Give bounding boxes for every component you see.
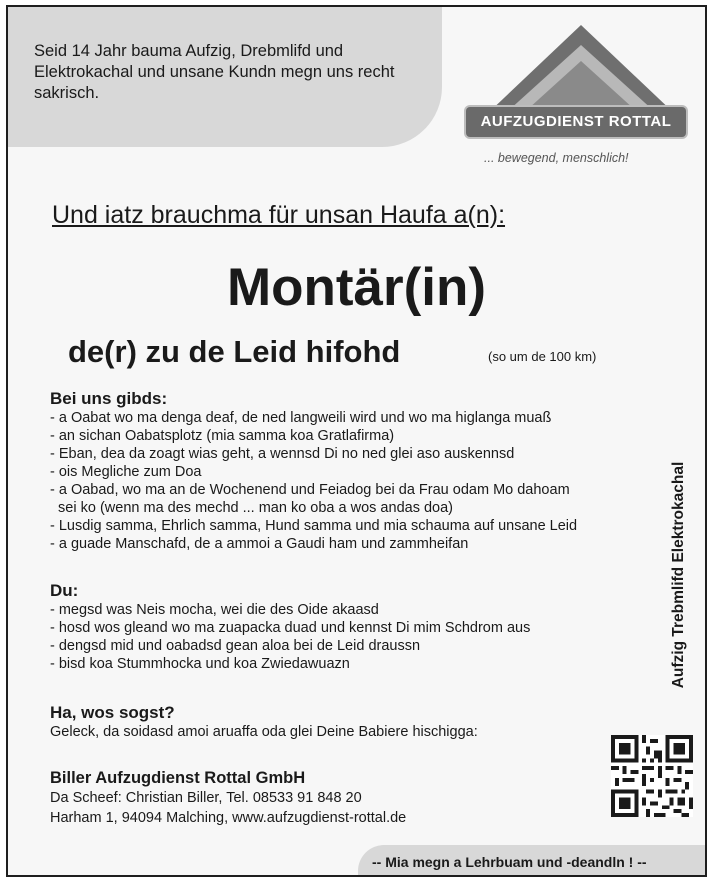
company-name: Biller Aufzugdienst Rottal GmbH bbox=[50, 769, 306, 787]
logo-name: AUFZUGDIENST ROTTAL bbox=[466, 107, 686, 137]
job-title: Montär(in) bbox=[226, 258, 487, 317]
footer-text: -- Mia megn a Lehrbuam und -deandln ! -- bbox=[372, 854, 647, 870]
you-title: Du: bbox=[50, 581, 79, 600]
list-item: - bisd koa Stummhocka und koa Zwiedawuazn bbox=[50, 656, 350, 672]
intro-text: Seid 14 Jahr bauma Aufzig, Drebmlifd und Elektrokachal und unsane Kundn megn uns recht sakrisch. bbox=[34, 42, 395, 102]
list-item: - a Oabad, wo ma an de Wochenend und Feiadog bei da Frau odam Mo dahoam bbox=[50, 482, 570, 498]
footer-bar bbox=[358, 845, 707, 877]
list-item: - Lusdig samma, Ehrlich samma, Hund samma und mia schauma auf unsane Leid bbox=[50, 518, 578, 534]
qr-code-icon[interactable] bbox=[611, 735, 693, 817]
job-subtitle: de(r) zu de Leid hifohd bbox=[68, 334, 401, 369]
list-item: - dengsd mid und oabadsd gean aloa bei de Leid draussn bbox=[50, 638, 421, 654]
cta-title: Ha, wos sogst? bbox=[50, 703, 175, 722]
job-ad bbox=[6, 5, 707, 877]
list-item: - a guade Manschafd, de a ammoi a Gaudi ham und zammheifan bbox=[50, 536, 469, 552]
offer-title: Bei uns gibds: bbox=[50, 389, 168, 408]
list-item: - an sichan Oabatsplotz (mia samma koa Gratlafirma) bbox=[50, 428, 395, 444]
list-item: - megsd was Neis mocha, wei die des Oide akaasd bbox=[50, 602, 379, 618]
list-item: - a Oabat wo ma denga deaf, de ned langweili wird und wo ma higlanga muaß bbox=[50, 410, 552, 426]
list-item: - ois Megliche zum Doa bbox=[50, 464, 202, 480]
logo-slogan: ... bewegend, menschlich! bbox=[484, 151, 629, 165]
contact-boss: Da Scheef: Christian Biller, Tel. 08533 91 848 20 bbox=[50, 790, 362, 806]
list-item: - Eban, dea da zoagt wias geht, a wennsd Di no ned glei aso auskennsd bbox=[50, 446, 515, 462]
job-subtitle-note: (so um de 100 km) bbox=[488, 349, 597, 364]
headline: Und iatz brauchma für unsan Haufa a(n): bbox=[52, 201, 506, 229]
logo-triangle-icon bbox=[456, 21, 702, 121]
offer-list bbox=[50, 409, 577, 553]
company-logo bbox=[456, 21, 702, 171]
intro-box bbox=[8, 7, 442, 147]
list-item: - hosd wos gleand wo ma zuapacka duad und kennst Di mim Schdrom aus bbox=[50, 620, 531, 636]
contact-address: Harham 1, 94094 Malching, www.aufzugdienst-rottal.de bbox=[50, 810, 407, 826]
cta-text: Geleck, da soidasd amoi aruaffa oda glei Deine Babiere hischigga: bbox=[50, 724, 478, 740]
vertical-tagline: Aufzig Trebmlifd Elektrokachal bbox=[670, 461, 687, 689]
you-list bbox=[50, 601, 530, 673]
list-item: sei ko (wenn ma des mechd ... man ko oba a wos andas doa) bbox=[50, 500, 453, 516]
